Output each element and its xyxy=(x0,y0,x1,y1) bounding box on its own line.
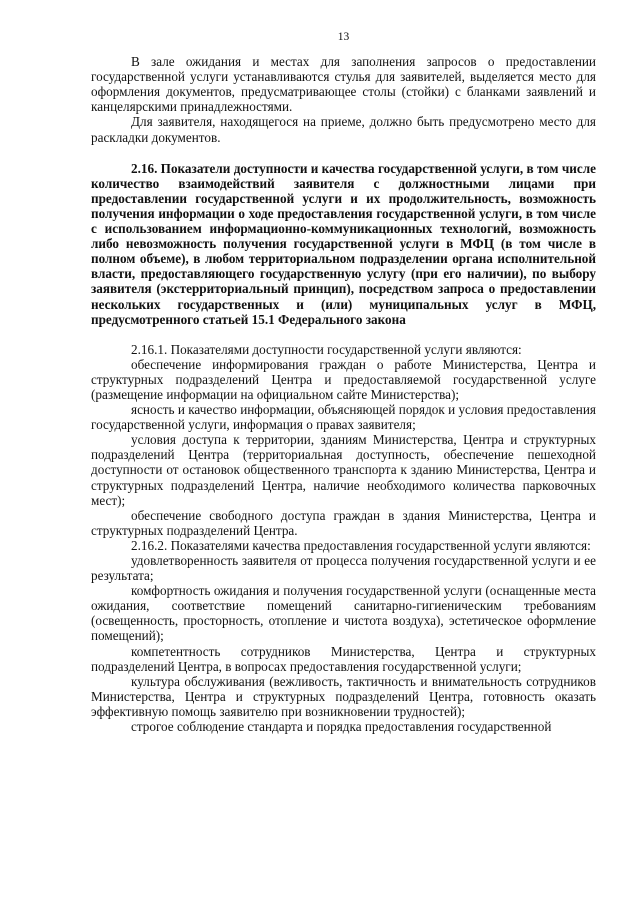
paragraph-2-16-2: 2.16.2. Показателями качества предоставления государственной услуги являются: xyxy=(131,537,591,553)
paragraph-competence: компетентность сотрудников Министерства, Центра и структурных подразделений Центра, в вопросах предоставления государственной услуги; xyxy=(91,643,596,674)
paragraph-2-16-1: 2.16.1. Показателями доступности государственной услуги являются: xyxy=(131,341,522,357)
paragraph-clarity: ясность и качество информации, объясняющей порядок и условия предоставления государственной услуги, информация о правах заявителя; xyxy=(91,402,596,433)
paragraph-waiting-hall: В зале ожидания и местах для заполнения запросов о предоставлении государственной услуги устанавливаются стулья для заявителей, выделяется место для оформления документов, предусматривающее столы (стойки) с бланками заявлений и канцелярскими принадлежностями. xyxy=(91,54,596,115)
paragraph-access-conditions: условия доступа к территории, зданиям Министерства, Центра и структурных подразделений Центра (территориальная доступность, обеспечение пешеходной доступности от остановок общественного транспорта к зданию Министерства, Центра и структурных подразделений Центра, наличие необходимого количества парковочных мест); xyxy=(91,432,596,508)
paragraph-satisfaction: удовлетворенность заявителя от процесса получения государственной услуги и ее результата; xyxy=(91,553,596,584)
paragraph-informing: обеспечение информирования граждан о работе Министерства, Центра и структурных подразделений Центра и предоставляемой государственной услуге (размещение информации на официальном сайте Министерства); xyxy=(91,356,596,402)
paragraph-service-culture: культура обслуживания (вежливость, тактичность и внимательность сотрудников Министерства, Центра и структурных подразделений Центра, готовность оказать эффективную помощь заявителю при возникновении трудностей); xyxy=(91,673,596,719)
page-number: 13 xyxy=(337,31,350,43)
paragraph-comfort: комфортность ожидания и получения государственной услуги (оснащенные места ожидания, соответствие помещений санитарно-гигиеническим требованиям (освещенность, просторность, отопление и чистота воздуха), эстетическое оформление помещений); xyxy=(91,583,596,644)
paragraph-reception-place: Для заявителя, находящегося на приеме, должно быть предусмотрено место для раскладки документов. xyxy=(91,114,596,145)
paragraph-standard-compliance: строгое соблюдение стандарта и порядка предоставления государственной xyxy=(131,719,552,735)
paragraph-free-access: обеспечение свободного доступа граждан в здания Министерства, Центра и структурных подразделений Центра. xyxy=(91,507,596,538)
section-heading-2-16: 2.16. Показатели доступности и качества государственной услуги, в том числе количество взаимодействий заявителя с должностными лицами при предоставлении государственной услуги и их продолжительность, возможность получения информации о ходе предоставления государственной услуги, в том числе с использованием информационно-коммуникационных технологий, возможность либо невозможность получения государственной услуги в МФЦ (в том числе в полном объеме), в любом территориальном подразделении органа исполнительной власти, предоставляющего государственную услугу (при его наличии), по выбору заявителя (экстерриториальный принцип), посредством запроса о предоставлении нескольких государственных и (или) муниципальных услуг в МФЦ, предусмотренного статьей 15.1 Федерального закона xyxy=(91,160,596,327)
